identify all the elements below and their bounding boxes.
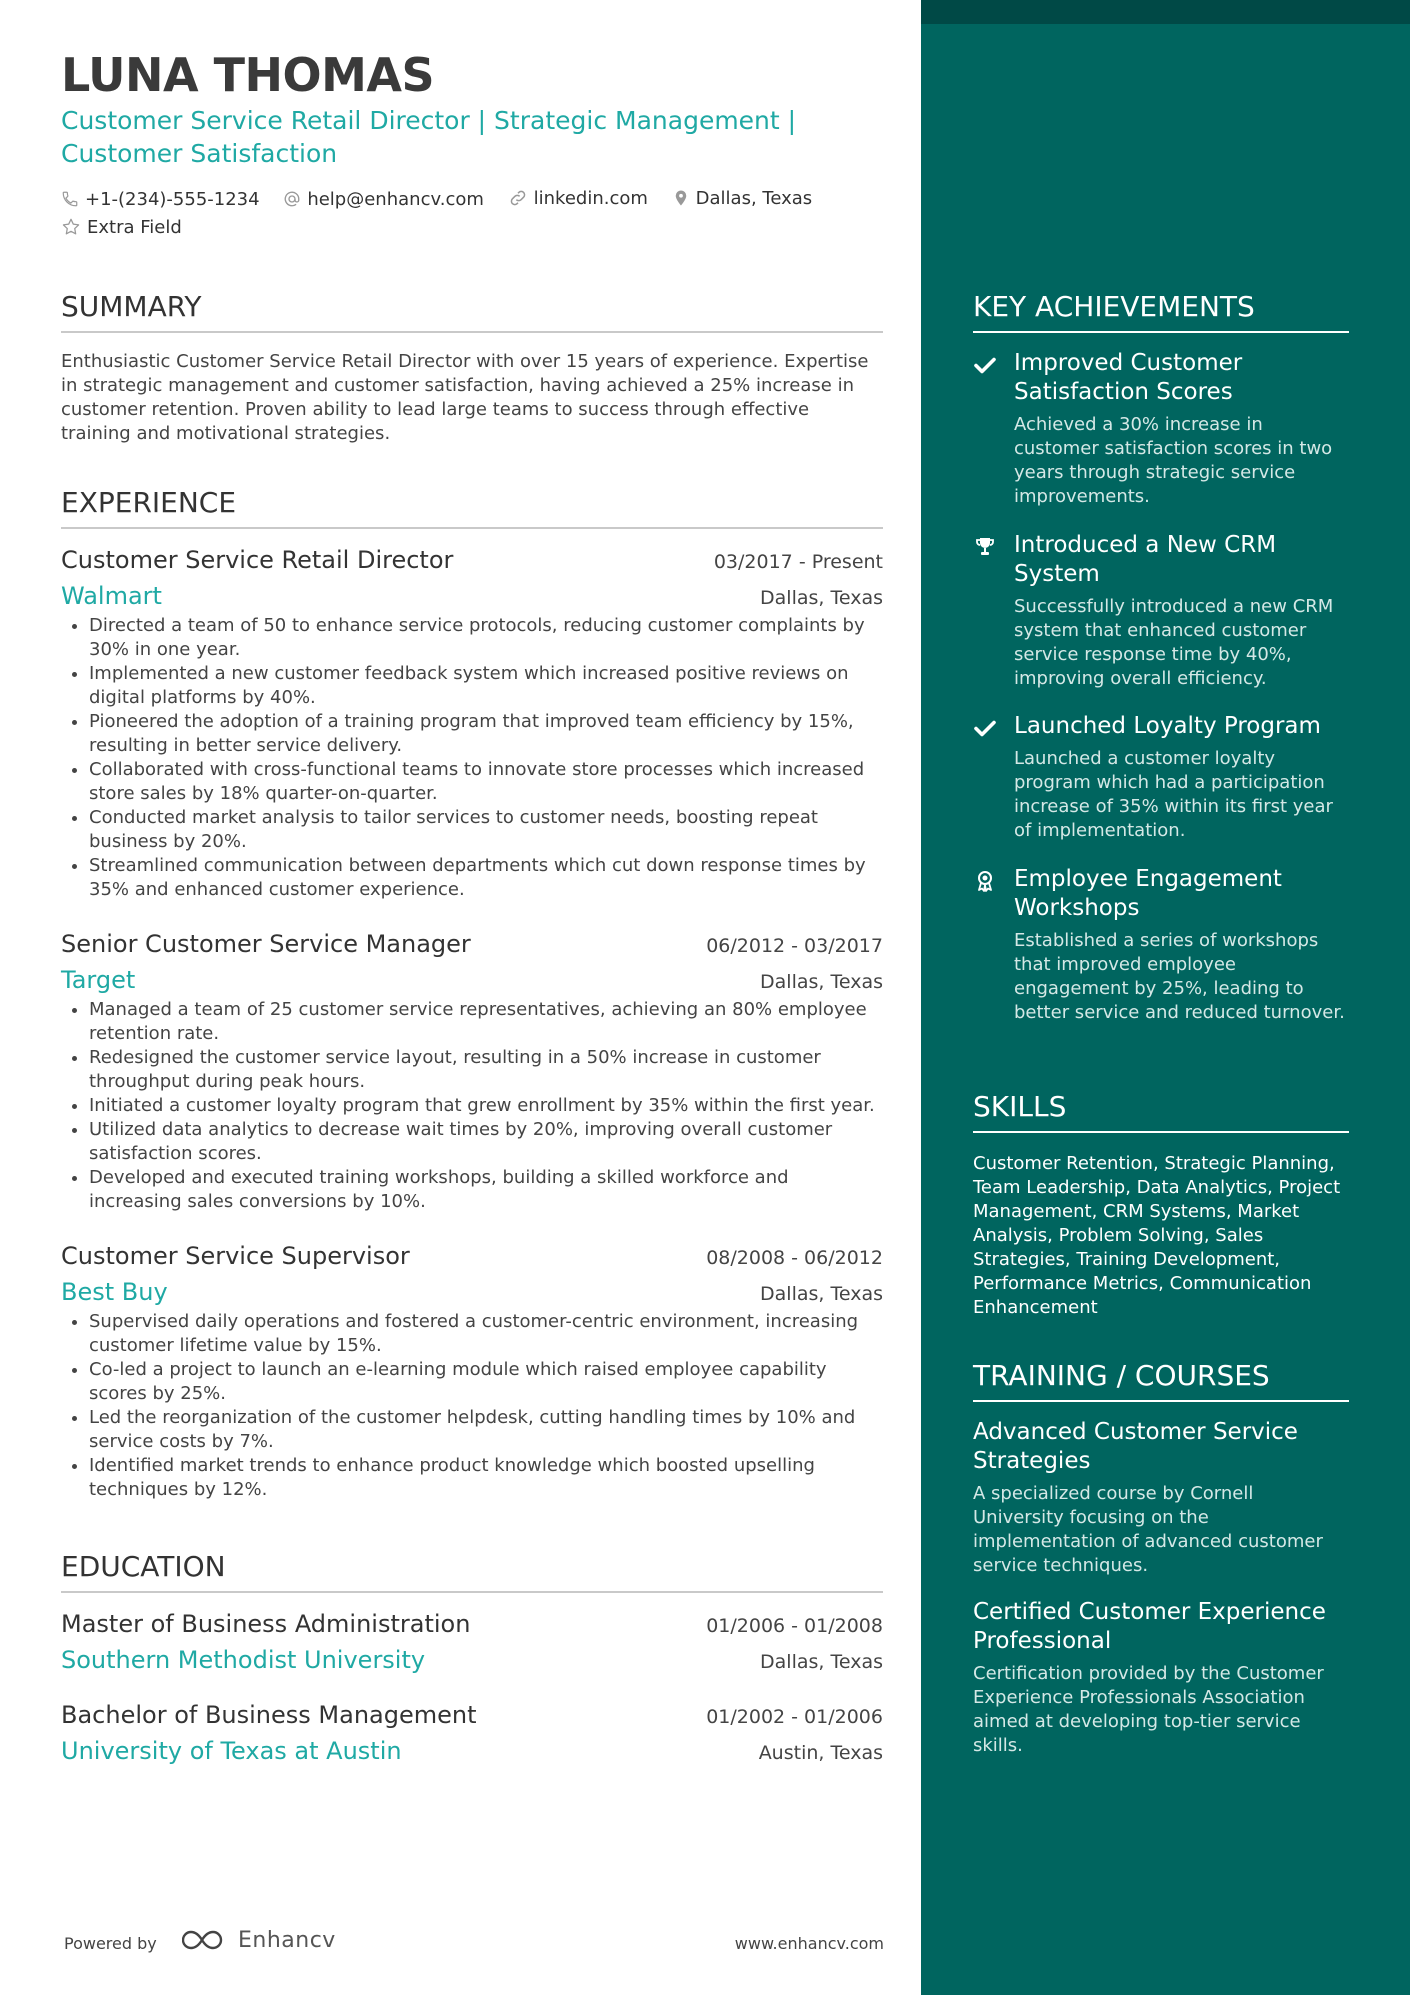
skills-heading: SKILLS [973,1090,1349,1133]
award-ribbon-icon [973,869,997,893]
achievement-title: Launched Loyalty Program [1014,713,1321,739]
job-bullet: • Redesigned the customer service layout, resulting in a 50% increase in customer throughput during peak hours. [89,1046,883,1094]
course-description: A specialized course by Cornell University focusing on the implementation of advanced customer service techniques. [973,1483,1323,1576]
job-bullet: • Implemented a new customer feedback system which increased positive reviews on digital platforms by 40%. [89,662,883,710]
achievement-description: Successfully introduced a new CRM system that enhanced customer service response time by 40%, improving overall efficiency. [1014,596,1334,689]
job-location: Dallas, Texas [760,587,883,609]
job-bullet: • Led the reorganization of the customer helpdesk, cutting handling times by 10% and service costs by 7%. [89,1406,883,1454]
job-bullets [61,614,883,902]
job-company: Best Buy [61,1278,168,1306]
education-degree: Master of Business Administration [61,1610,471,1638]
extra-field-text: Extra Field [87,216,182,238]
job-location: Dallas, Texas [760,971,883,993]
course-item [973,1598,1349,1758]
skills-list: Customer Retention, Strategic Planning, Team Leadership, Data Analytics, Project Management, CRM Systems, Market Analysis, Problem Solving, Sales Strategies, Training Development, Performance Metrics, Communication Enhancement [973,1153,1341,1318]
achievement-item [973,865,1349,1025]
job-bullet: • Managed a team of 25 customer service representatives, achieving an 80% employee retention rate. [89,998,883,1046]
contact-email[interactable] [283,185,484,213]
job-dates: 08/2008 - 06/2012 [706,1247,883,1269]
achievements-heading: KEY ACHIEVEMENTS [973,290,1349,333]
footer [64,1926,884,1960]
experience-heading: EXPERIENCE [61,486,883,529]
job-bullet: • Conducted market analysis to tailor services to customer needs, boosting repeat business by 20%. [89,806,883,854]
job-company: Walmart [61,582,162,610]
enhancv-brand-text: Enhancv [238,1927,336,1953]
job-entry [61,546,883,902]
job-entry [61,1242,883,1502]
contact-phone[interactable] [61,185,260,213]
job-bullet: • Utilized data analytics to decrease wait times by 20%, improving overall customer satisfaction scores. [89,1118,883,1166]
education-dates: 01/2002 - 01/2006 [706,1706,883,1728]
training-heading: TRAINING / COURSES [973,1359,1349,1402]
job-location: Dallas, Texas [760,1283,883,1305]
job-bullet: • Directed a team of 50 to enhance service protocols, reducing customer complaints by 30% in one year. [89,614,883,662]
achievement-item [973,531,1349,691]
job-company: Target [61,966,136,994]
achievement-item [973,712,1349,843]
email-text: help@enhancv.com [307,188,484,210]
job-bullet: • Co-led a project to launch an e-learning module which raised employee capability scores by 25%. [89,1358,883,1406]
achievement-description: Achieved a 30% increase in customer satisfaction scores in two years through strategic service improvements. [1014,414,1333,507]
education-location: Dallas, Texas [760,1651,883,1673]
summary-text: Enthusiastic Customer Service Retail Director with over 15 years of experience. Expertise in strategic management and customer satisfaction, having achieved a 25% increase in customer retention. Proven ability to lead large teams to success through effective training and motivational strategies. [61,351,869,444]
education-degree: Bachelor of Business Management [61,1701,477,1729]
job-bullet: • Identified market trends to enhance product knowledge which boosted upselling techniques by 12%. [89,1454,883,1502]
achievement-description: Launched a customer loyalty program which had a participation increase of 35% within its first year of implementation. [1014,748,1333,841]
enhancv-logo[interactable] [182,1926,336,1954]
phone-icon [61,190,79,208]
candidate-name: LUNA THOMAS [61,48,435,102]
job-bullets [61,1310,883,1502]
job-dates: 03/2017 - Present [713,551,883,573]
education-dates: 01/2006 - 01/2008 [706,1615,883,1637]
at-icon [283,190,301,208]
job-role: Customer Service Supervisor [61,1242,410,1270]
star-icon [61,217,81,237]
job-role: Customer Service Retail Director [61,546,454,574]
location-pin-icon [672,188,690,208]
checkmark-icon [973,353,997,377]
course-title: Advanced Customer Service Strategies [973,1419,1298,1474]
contact-info [61,184,881,242]
job-bullet: • Pioneered the adoption of a training program that improved team efficiency by 15%, resulting in better service delivery. [89,710,883,758]
powered-by-text: Powered by [64,1934,157,1953]
phone-text: +1-(234)-555-1234 [85,188,260,210]
enhancv-logo-icon [182,1926,230,1954]
education-entry [61,1610,883,1674]
education-location: Austin, Texas [758,1742,883,1764]
website-link[interactable]: www.enhancv.com [734,1934,884,1953]
location-text: Dallas, Texas [695,187,813,209]
education-school: University of Texas at Austin [61,1737,402,1765]
job-bullet: • Streamlined communication between departments which cut down response times by 35% and enhanced customer experience. [89,854,883,902]
link-icon [508,188,528,208]
job-bullet: • Collaborated with cross-functional teams to innovate store processes which increased store sales by 18% quarter-on-quarter. [89,758,883,806]
job-bullet: • Developed and executed training workshops, building a skilled workforce and increasing sales conversions by 10%. [89,1166,883,1214]
job-dates: 06/2012 - 03/2017 [706,935,883,957]
education-entry [61,1701,883,1765]
contact-linkedin[interactable] [508,184,648,212]
contact-extra [61,213,182,241]
job-bullet: • Supervised daily operations and fostered a customer-centric environment, increasing customer lifetime value by 15%. [89,1310,883,1358]
sidebar-top-bar [921,0,1410,24]
job-bullet: • Initiated a customer loyalty program that grew enrollment by 35% within the first year. [89,1094,883,1118]
job-bullets [61,998,883,1214]
summary-heading: SUMMARY [61,290,883,333]
contact-location [672,184,813,212]
checkmark-icon [973,716,997,740]
course-title: Certified Customer Experience Professional [973,1599,1326,1654]
education-school: Southern Methodist University [61,1646,426,1674]
achievement-title: Employee Engagement Workshops [1014,866,1282,921]
achievement-description: Established a series of workshops that improved employee engagement by 25%, leading to better service and reduced turnover. [1014,930,1345,1023]
trophy-icon [973,535,997,559]
education-heading: EDUCATION [61,1550,883,1593]
job-role: Senior Customer Service Manager [61,930,471,958]
course-item [973,1418,1349,1578]
achievement-item [973,349,1349,509]
job-entry [61,930,883,1214]
candidate-title: Customer Service Retail Director | Strategic Management | Customer Satisfaction [61,106,797,168]
achievement-title: Improved Customer Satisfaction Scores [1014,350,1243,405]
linkedin-text: linkedin.com [533,187,648,209]
achievement-title: Introduced a New CRM System [1014,532,1277,587]
course-description: Certification provided by the Customer Experience Professionals Association aimed at developing top-tier service skills. [973,1663,1324,1756]
